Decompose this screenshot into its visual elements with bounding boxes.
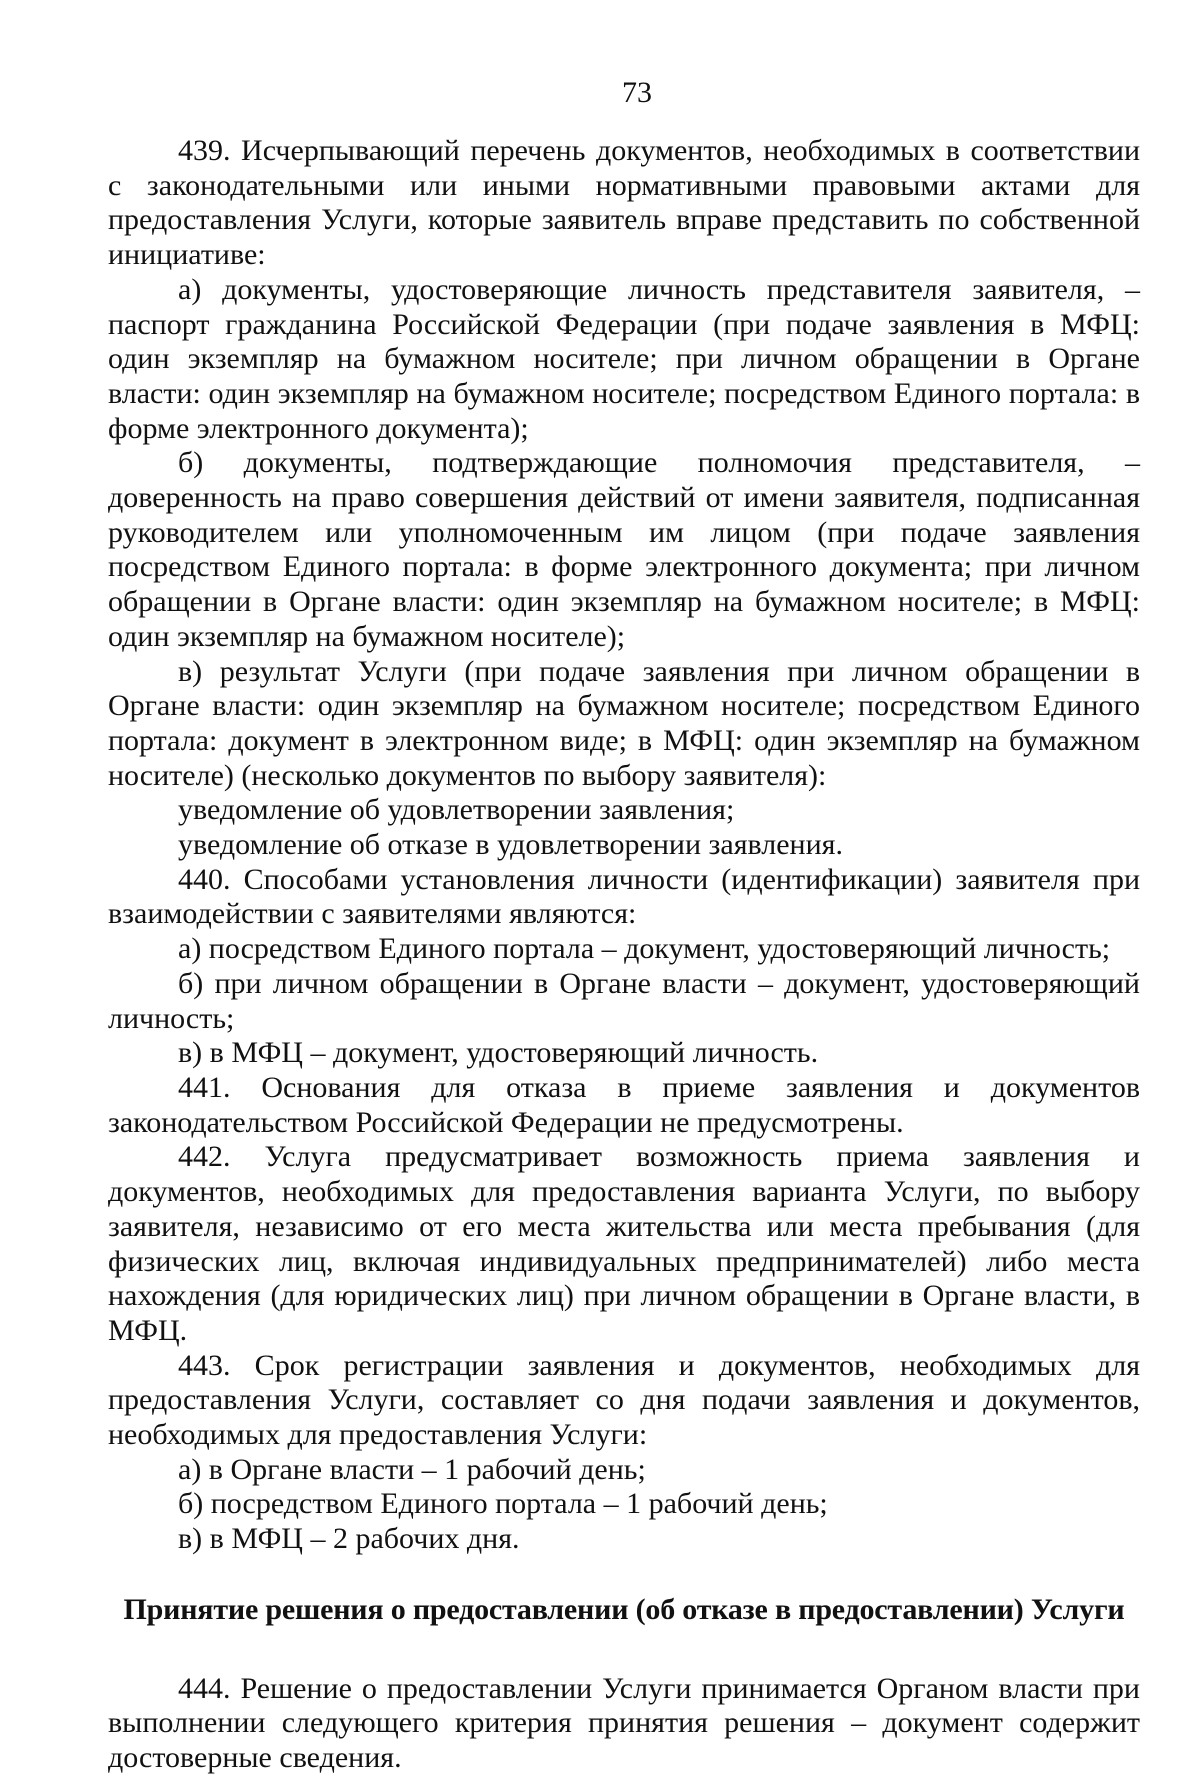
list-item-a-authority-term: а) в Органе власти – 1 рабочий день; [178, 1452, 646, 1486]
list-item-v-mfc-term: в) в МФЦ – 2 рабочих дня. [178, 1522, 520, 1556]
document-page [108, 0, 1140, 1776]
body-text [108, 134, 1140, 1557]
list-item-v-service-result: в) результат Услуги (при подаче заявления при личном обращении в Органе власти: один экземпляр на бумажном носителе; посредством Единого портала: документ в электронном виде; в МФЦ: один экземпляр на бумажном носителе) (несколько документов по выбору заявителя): [108, 654, 1140, 792]
list-item-approval-notice: уведомление об удовлетворении заявления; [178, 793, 735, 827]
paragraph-440: 440. Способами установления личности (идентификации) заявителя при взаимодействии с заявителями являются: [108, 862, 1140, 931]
list-item-b-authority-documents: б) документы, подтверждающие полномочия представителя, – доверенность на право совершения действий от имени заявителя, подписанная руководителем или уполномоченным им лицом (при подаче заявления посредством Единого портала: в форме электронного документа; при личном обращении в Органе власти: один экземпляр на бумажном носителе; в МФЦ: один экземпляр на бумажном носителе); [108, 446, 1140, 653]
list-item-a-identity-documents: а) документы, удостоверяющие личность представителя заявителя, – паспорт гражданина Российской Федерации (при подаче заявления в МФЦ: один экземпляр на бумажном носителе; при личном обращении в Органе власти: один экземпляр на бумажном носителе; посредством Единого портала: в форме электронного документа); [108, 272, 1140, 445]
paragraph-441: 441. Основания для отказа в приеме заявления и документов законодательством Российской Федерации не предусмотрены. [108, 1070, 1140, 1139]
page-number: 73 [622, 76, 652, 109]
paragraph-442: 442. Услуга предусматривает возможность приема заявления и документов, необходимых для предоставления варианта Услуги, по выбору заявителя, независимо от его места жительства или места пребывания (для физических лиц, включая индивидуальных предпринимателей) либо места нахождения (для юридических лиц) при личном обращении в Органе власти, в МФЦ. [108, 1140, 1140, 1347]
list-item-a-portal: а) посредством Единого портала – документ, удостоверяющий личность; [178, 932, 1111, 966]
paragraph-444: 444. Решение о предоставлении Услуги принимается Органом власти при выполнении следующего критерия принятия решения – документ содержит достоверные сведения. [108, 1671, 1140, 1774]
list-item-v-mfc: в) в МФЦ – документ, удостоверяющий личность. [178, 1036, 819, 1070]
list-item-b-personal-visit: б) при личном обращении в Органе власти – документ, удостоверяющий личность; [108, 966, 1140, 1035]
paragraph-439: 439. Исчерпывающий перечень документов, необходимых в соответствии с законодательными или иными нормативными правовыми актами для предоставления Услуги, которые заявитель вправе представить по собственной инициативе: [108, 134, 1140, 272]
body-text-after-heading [108, 1672, 1140, 1776]
list-item-refusal-notice: уведомление об отказе в удовлетворении заявления. [178, 828, 843, 862]
list-item-b-portal-term: б) посредством Единого портала – 1 рабочий день; [178, 1487, 828, 1521]
section-heading: Принятие решения о предоставлении (об отказе в предоставлении) Услуги [123, 1592, 1125, 1626]
paragraph-443: 443. Срок регистрации заявления и документов, необходимых для предоставления Услуги, составляет со дня подачи заявления и документов, необходимых для предоставления Услуги: [108, 1348, 1140, 1452]
